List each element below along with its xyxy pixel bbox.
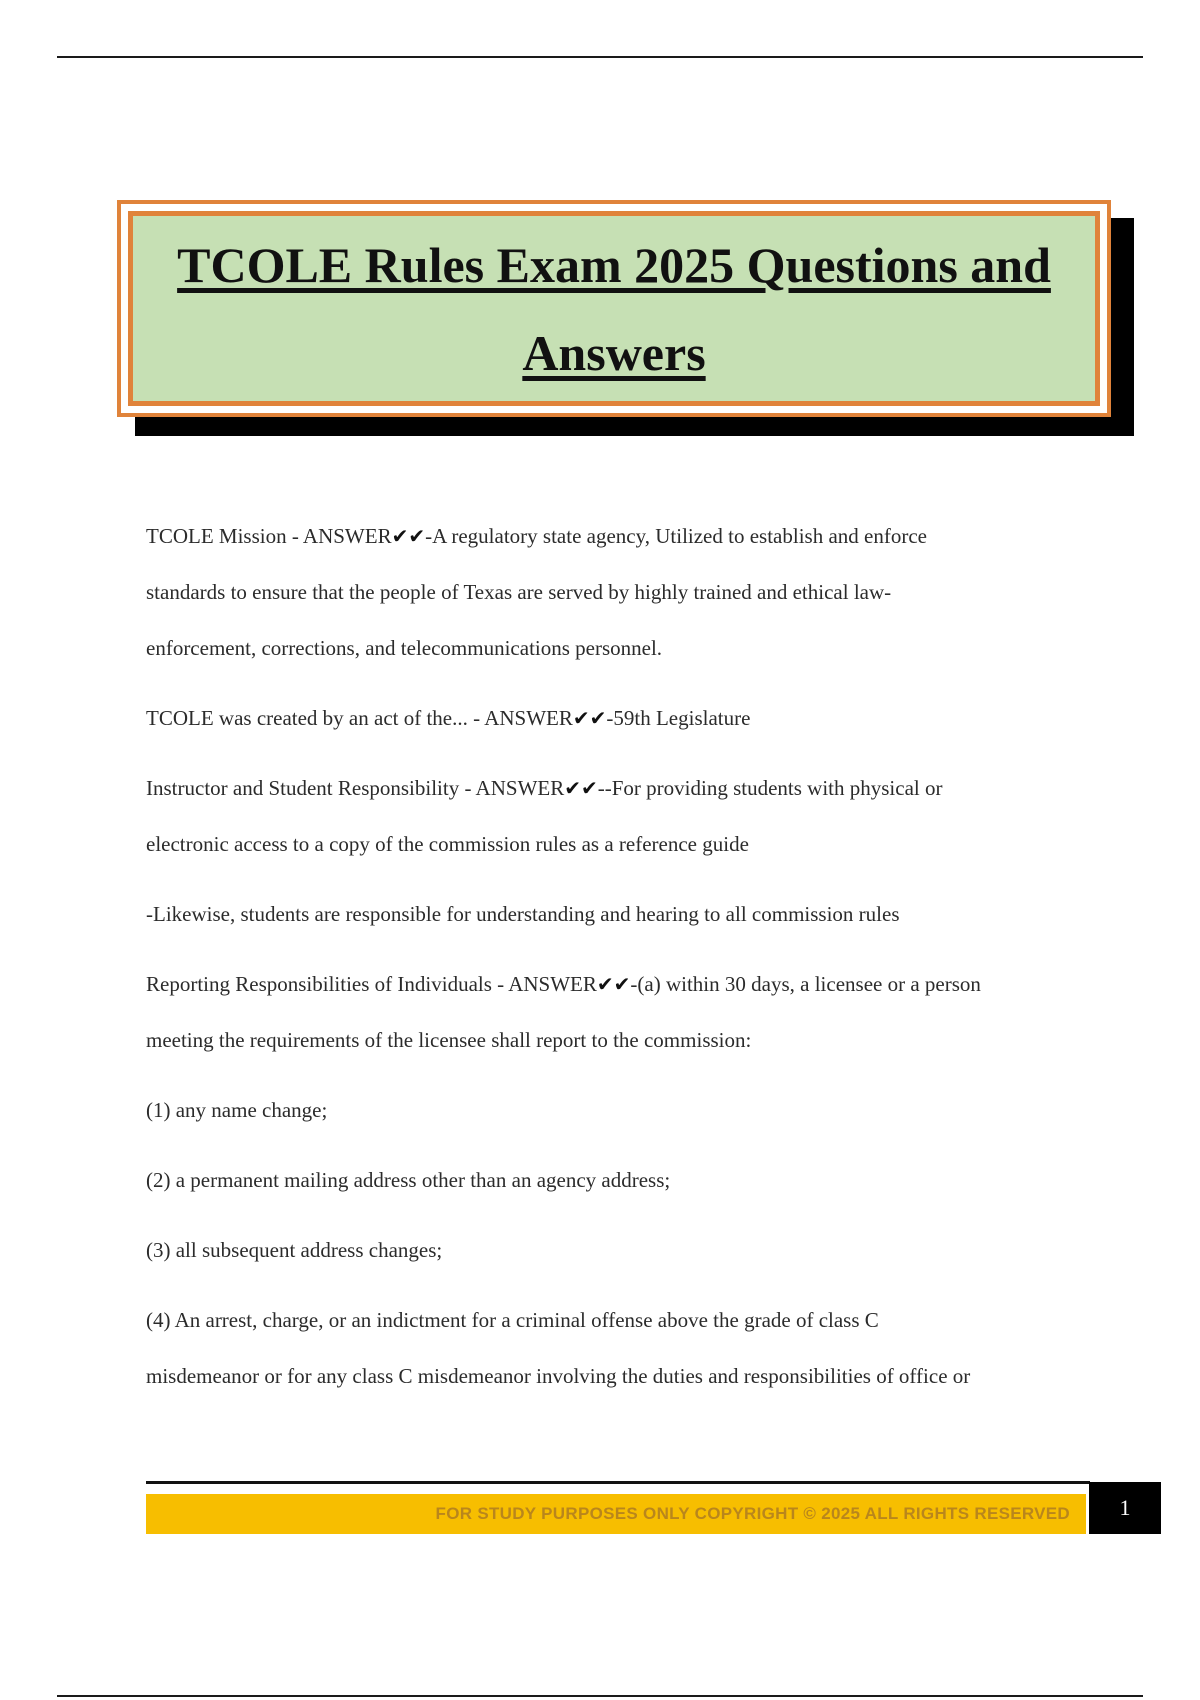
qa-question-line — [146, 508, 1106, 564]
answer-text: -A regulatory state agency, Utilized to establish and enforce — [425, 524, 927, 548]
title-box — [117, 200, 1111, 417]
copyright-notice: FOR STUDY PURPOSES ONLY COPYRIGHT © 2025 ALL RIGHTS RESERVED — [435, 1504, 1070, 1523]
question-text: TCOLE Mission - ANSWER — [146, 524, 392, 548]
answer-text: -59th Legislature — [606, 706, 751, 730]
answer-line: meeting the requirements of the licensee shall report to the commission: — [146, 1028, 752, 1052]
answer-line: -Likewise, students are responsible for understanding and hearing to all commission rules — [146, 902, 900, 926]
bottom-rule — [57, 1695, 1143, 1697]
list-item: (4) An arrest, charge, or an indictment for a criminal offense above the grade of class C — [146, 1308, 879, 1332]
top-rule — [57, 56, 1143, 58]
qa-question-line — [146, 690, 1106, 746]
answer-line: enforcement, corrections, and telecommunications personnel. — [146, 636, 663, 660]
document-body — [146, 508, 1106, 1404]
check-marks-icon: ✔✔ — [391, 524, 426, 548]
check-marks-icon: ✔✔ — [564, 776, 598, 800]
qa-question-line — [146, 956, 1106, 1012]
document-title: TCOLE Rules Exam 2025 Questions and Answers — [177, 236, 1051, 381]
footer-rule — [146, 1481, 1090, 1484]
answer-text: --For providing students with physical or — [597, 776, 943, 800]
answer-line: electronic access to a copy of the commission rules as a reference guide — [146, 832, 749, 856]
answer-text: -(a) within 30 days, a licensee or a person — [630, 972, 981, 996]
check-marks-icon: ✔✔ — [572, 706, 607, 730]
check-marks-icon: ✔✔ — [596, 972, 631, 996]
list-item: (2) a permanent mailing address other than an agency address; — [146, 1168, 671, 1192]
page-number: 1 — [1089, 1482, 1161, 1534]
list-item: (3) all subsequent address changes; — [146, 1238, 443, 1262]
qa-question-line — [146, 760, 1106, 816]
footer-banner — [146, 1494, 1086, 1534]
list-item: (1) any name change; — [146, 1098, 328, 1122]
question-text: Reporting Responsibilities of Individuals - ANSWER — [146, 972, 597, 996]
answer-line: standards to ensure that the people of Texas are served by highly trained and ethical law- — [146, 580, 892, 604]
list-item-continuation: misdemeanor or for any class C misdemeanor involving the duties and responsibilities of office or — [146, 1364, 971, 1388]
question-text: Instructor and Student Responsibility - ANSWER — [146, 776, 565, 800]
question-text: TCOLE was created by an act of the... - ANSWER — [146, 706, 573, 730]
title-box-inner — [128, 211, 1100, 406]
